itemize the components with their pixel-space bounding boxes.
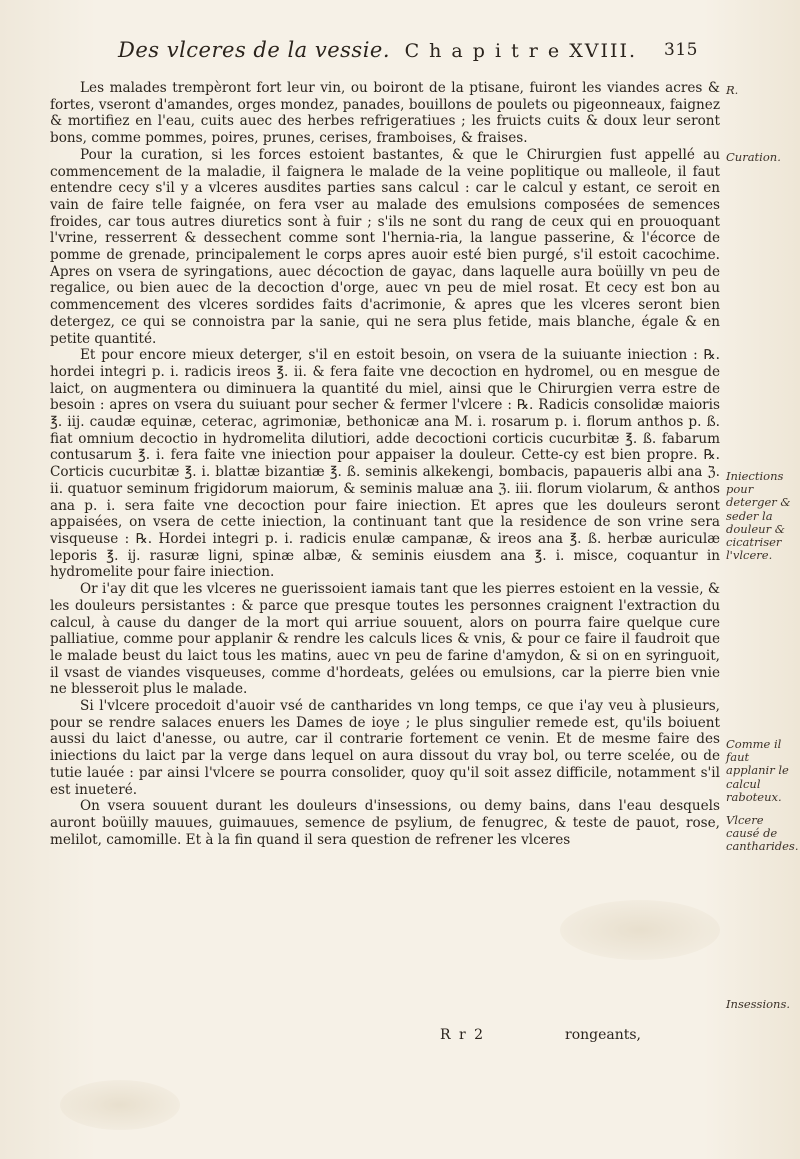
paragraph: Les malades trempèront fort leur vin, ou boiront de la ptisane, fuiront les viandes acres & fortes, vseront d'amandes, orges mondez, panades, bouillons de poulets ou pigeonneaux, faignez & mortifiez en l'eau, cuits auec des herbes refrigeratiues ; les fruicts cuits & doux leur seront bons, comme pommes, poires, prunes, cerises, framboises, & fraises.	[50, 80, 720, 147]
margin-note-cantharides: Vlcere causé de cantharides.	[726, 813, 799, 854]
paragraph: On vsera souuent durant les douleurs d'insessions, ou demy bains, dans l'eau desquels auront boüilly mauues, guimauues, semence de psylium, de fenugrec, & teste de pauot, rose, melilot, camomille. Et à la fin quand il sera question de refrener les vlceres	[50, 798, 720, 848]
signature-mark: R r 2	[440, 1027, 486, 1043]
running-header	[118, 38, 698, 68]
paragraph: Et pour encore mieux deterger, s'il en estoit besoin, on vsera de la suiuante iniection : ℞. hordei integri p. i. radicis ireos ℥. ii. & fera faite vne decoction en hydromel, ou en mesgue de laict, on augmentera ou diminuera la quantité du miel, ainsi que le Chirurgien verra estre de besoin : apres on vsera du suiuant pour secher & fermer l'vlcere : ℞. Radicis consolidæ maioris ℥. iij. caudæ equinæ, ceterac, agrimoniæ, bethonicæ ana M. i. rosarum p. i. florum anthos p. ß. fiat omnium decoctio in hydromelita dilutiori, adde decoctioni corticis cucurbitæ ℥. ß. fabarum contusarum ℥. i. fera faite vne iniection pour appaiser la douleur. Cette-cy est bien propre. ℞. Corticis cucurbitæ ℥. i. blattæ bizantiæ ℥. ß. seminis alkekengi, bombacis, papaueris albi ana ℨ. ii. quatuor seminum frigidorum maiorum, & seminis maluæ ana ℨ. iii. florum violarum, & anthos ana p. i. sera faite vne decoction pour faire iniection. Et apres que les douleurs seront appaisées, on vsera de cette iniection, la continuant tant que la residence de son vrine sera visqueuse : ℞. Hordei integri p. i. radicis enulæ campanæ, & ireos ana ℥. ß. herbæ auriculæ leporis ℥. ij. rasuræ ligni, spinæ albæ, & seminis eiusdem ana ℥. i. misce, coquantur in hydromelite pour faire iniection.	[50, 347, 720, 581]
chapter-heading: C h a p i t r e XVIII.	[404, 40, 638, 62]
paragraph: Or i'ay dit que les vlceres ne guerissoient iamais tant que les pierres estoient en la vessie, & les douleurs persistantes : & parce que presque toutes les personnes craignent l'extraction du calcul, à cause du danger de la mort qui arriue souuent, alors on pourra faire quelque cure palliatiue, comme pour applanir & rendre les calculs lices & vnis, & pour ce faire il faudroit que le malade beust du laict tous les matins, auec vn peu de farine d'amydon, & si on en syringuoit, il vsast de viandes visqueuses, comme d'hordeats, gelées ou emulsions, car la pierre bien vnie ne blesseroit plus le malade.	[50, 581, 720, 698]
margin-note-regime: R.	[726, 83, 739, 97]
paragraph: Pour la curation, si les forces estoient bastantes, & que le Chirurgien fust appellé au commencement de la maladie, il faignera le malade de la veine poplitique ou malleole, il faut entendre cecy s'il y a vlceres ausdites parties sans calcul : car le calcul y estant, ce seroit en vain de faire telle faignée, on fera vser au malade des emulsions composées de semences froides, car tous autres diuretics sont à fuir ; s'ils ne sont du rang de ceux qui en prouoquant l'vrine, resserrent & dessechent comme sont l'hernia-ria, la langue passerine, & l'écorce de pomme de grenade, principalement le corps apres auoir esté bien purgé, s'il estoit cacochime. Apres on vsera de syringations, auec décoction de gayac, dans laquelle aura boüilly vn peu de regalice, ou bien auec de la decoction d'orge, auec vn peu de miel rosat. Et cecy est bon au commencement des vlceres sordides faits d'acrimonie, & apres que les vlceres seront bien detergez, ce qui se connoistra par la sanie, qui ne sera plus fetide, mais blanche, égale & en petite quantité.	[50, 146, 720, 347]
running-title: Des vlceres de la vessie.	[118, 38, 391, 62]
paper-stain	[60, 1080, 180, 1130]
paragraph: Si l'vlcere procedoit d'auoir vsé de cantharides vn long temps, ce que i'ay veu à plusieurs, pour se rendre salaces enuers les Dames de ioye ; le plus singulier remede est, qu'ils boiuent aussi du laict d'anesse, ou autre, car il contrarie fortement ce venin. Et de mesme faire des iniections du laict par la verge dans lequel on aura dissout du vray bol, ou terre scelée, ou de tutie lauée : par ainsi l'vlcere se pourra consolider, quoy qu'il soit assez difficile, notamment s'il est inueteré.	[50, 698, 720, 798]
body-text	[50, 80, 720, 1015]
catchword: rongeants,	[565, 1027, 642, 1043]
page-number: 315	[664, 40, 698, 60]
margin-note-insessions: Insessions.	[726, 997, 791, 1011]
footer-line	[440, 1027, 740, 1047]
margin-note-iniections: Iniections pour deterger & seder la douleur & cicatriser l'vlcere.	[726, 469, 791, 563]
margin-note-curation: Curation.	[726, 150, 781, 164]
margin-note-applanir: Comme il faut applanir le calcul raboteux.	[726, 737, 789, 804]
